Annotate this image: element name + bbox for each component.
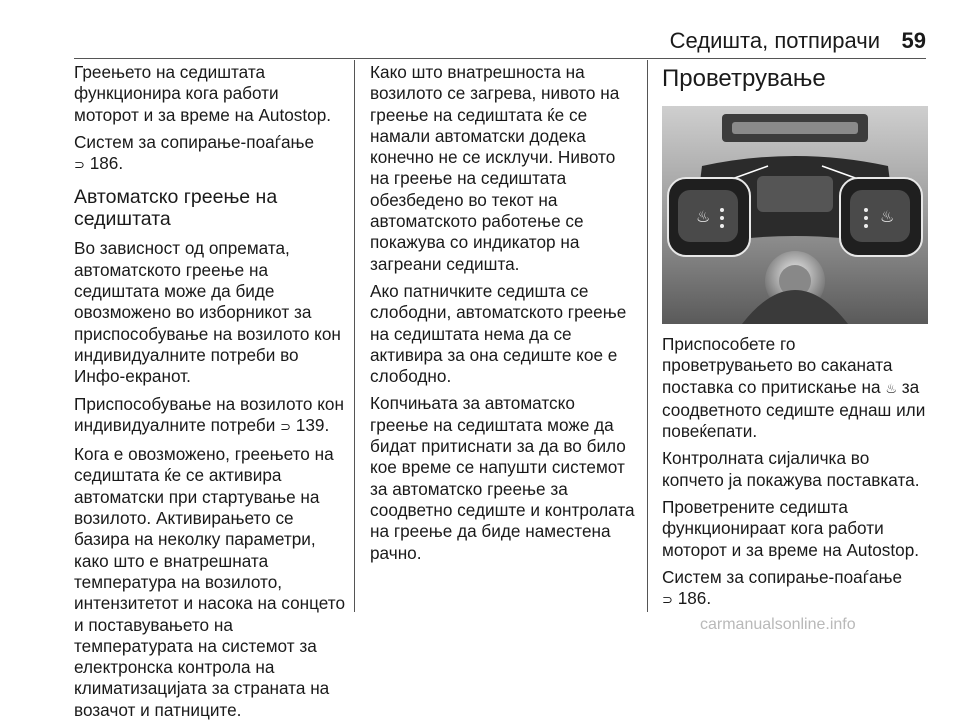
page-number: 59 (901, 28, 926, 53)
reference-page[interactable]: 186. (677, 588, 712, 609)
seat-ventilation-icon: ♨ (885, 381, 897, 397)
paragraph-with-reference (662, 567, 928, 612)
watermark: carmanualsonline.info (700, 616, 856, 633)
reference-page[interactable]: 186. (89, 153, 124, 174)
column-left (74, 62, 346, 727)
subheading: Автоматско греење на седиштата (74, 186, 278, 231)
page-reference-arrow-icon: ⊃ (662, 593, 673, 609)
paragraph-with-reference (74, 394, 346, 439)
column-divider (354, 60, 355, 612)
page-reference-arrow-icon: ⊃ (74, 158, 85, 174)
paragraph: Греењето на седиштата функционира кога работи моторот и за време на Autostop. (74, 62, 332, 125)
column-middle (370, 62, 636, 570)
paragraph: Проветрените седишта функционираат кога работи моторот и за време на Autostop. (662, 497, 920, 560)
paragraph: Контролната сијаличка во копчето ја покажува поставката. (662, 448, 920, 490)
paragraph: Во зависност од опремата, автоматското греење на седиштата може да биде овозможено во изборникот за приспособување на возилото кон индивидуалните потреби во Инфо-екранот. (74, 238, 341, 387)
paragraph: Копчињата за автоматско греење на седиштата може да бидат притиснати за да во било кое време се напушти системот за автоматско греење за соодветно седиште и контролата на греење да биде наместена рачно. (370, 393, 635, 563)
paragraph: Ако патничките седишта се слободни, автоматското греење на седиштата нема да се активира за она седиште кое е слободно. (370, 280, 627, 387)
svg-text:♨: ♨ (880, 207, 895, 226)
page-header (0, 26, 960, 60)
column-right (662, 62, 928, 618)
section-heading: Проветрување (662, 65, 826, 92)
page-reference-arrow-icon: ⊃ (280, 419, 291, 435)
column-divider (647, 60, 648, 612)
reference-page[interactable]: 139. (295, 414, 330, 435)
console-photo (662, 106, 928, 324)
reference-text: Систем за сопирање-поаѓање (662, 566, 903, 587)
svg-text:♨: ♨ (696, 207, 711, 226)
paragraph: Кога е овозможено, греењето на седиштата ќе се активира автоматски при стартување на возилото. Активирањето се базира на неколку параметри, како што е внатрешната температура на возилото, интензитетот и насока на сонцето и поставувањето на температурата на системот за електронска контрола на климатизацијата за страната на возачот и патниците. (74, 444, 346, 720)
reference-text: Систем за сопирање-поаѓање (74, 131, 315, 152)
section-title: Седишта, потпирачи (669, 28, 880, 53)
reference-text: Приспособување на возилото кон индивидуалните потреби (74, 393, 344, 435)
header-rule (74, 58, 926, 59)
paragraph-with-reference (74, 132, 346, 177)
paragraph: Како што внатрешноста на возилото се загрева, нивото на греење на седиштата ќе се намали автоматски додека конечно не се исклучи. Нивото на греење на седиштата обезбедено во текот на автоматското работење се покажува со индикатор на загреани седишта. (370, 62, 620, 274)
paragraph-with-icon: Приспособете го проветрувањето во саканата поставка со притискање на ♨ за соодветното седиште еднаш или повеќепати. (662, 334, 926, 442)
